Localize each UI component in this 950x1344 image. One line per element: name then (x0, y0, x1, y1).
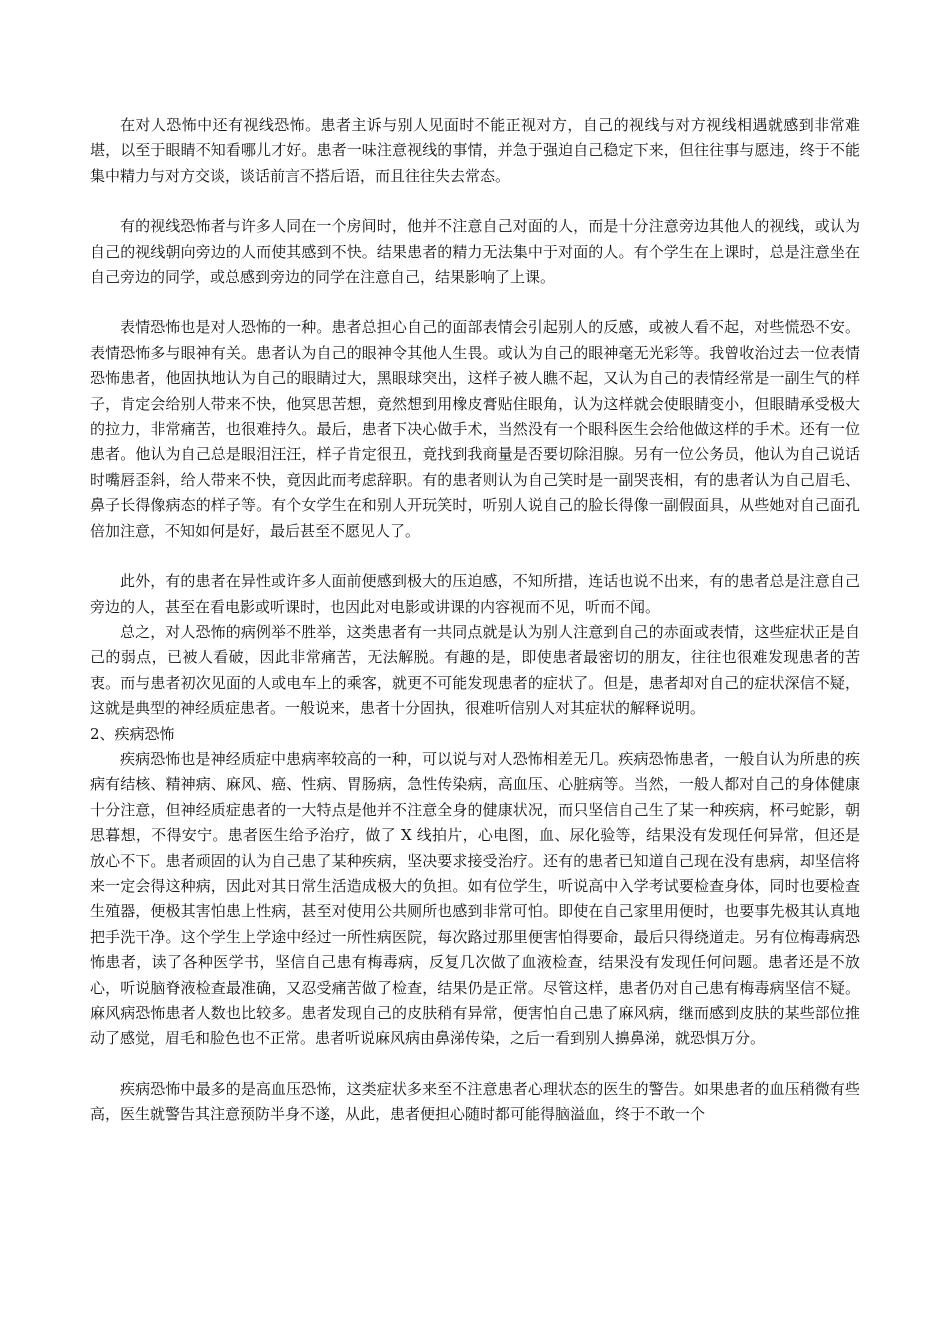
document-page (90, 113, 860, 1128)
section-heading-disease-phobia: 2、疾病恐怖 (90, 724, 175, 743)
paragraph-disease-phobia: 疾病恐怖也是神经质症中患病率较高的一种，可以说与对人恐怖相差无几。疾病恐怖患者，一般自认为所患的疾病有结核、精神病、麻风、癌、性病、胃肠病，急性传染病，高血压、心脏病等。当然，一般人都对自己的身体健康十分注意，但神经质症患者的一大特点是他并不注意全身的健康状况，而只坚信自己生了某一种疾病，杯弓蛇影，朝思暮想，不得安宁。患者医生给予治疗，做了 X 线拍片，心电图，血、尿化验等，结果没有发现任何异常，但还是放心不下。患者顽固的认为自己患了某种疾病，坚决要求接受治疗。还有的患者已知道自己现在没有患病，却坚信将来一定会得这种病，因此对其日常生活造成极大的负担。如有位学生，听说高中入学考试要检查身体，同时也要检查生殖器，便极其害怕患上性病，甚至对使用公共厕所也感到非常可怕。即使在自己家里用便时，也要事先极其认真地把手洗干净。这个学生上学途中经过一所性病医院，每次路过那里便害怕得要命，最后只得绕道走。另有位梅毒病恐怖患者，读了各种医学书，坚信自己患有梅毒病，反复几次做了血液检查，结果没有发现任何问题。患者还是不放心，听说脑脊液检查最准确，又忍受痛苦做了检查，结果仍是正常。尽管这样，患者仍对自己患有梅毒病坚信不疑。麻风病恐怖患者人数也比较多。患者发现自己的皮肤稍有异常，便害怕自己患了麻风病，继而感到皮肤的某些部位推动了感觉，眉毛和脸色也不正常。患者听说麻风病由鼻涕传染，之后一看到别人擤鼻涕，就恐惧万分。 (90, 749, 860, 1048)
paragraph-summary: 总之，对人恐怖的病例举不胜举，这类患者有一共同点就是认为别人注意到自己的赤面或表情，这些症状正是自己的弱点，已被人看破，因此非常痛苦，无法解脱。有趣的是，即使患者最密切的朋友，往往也很难发现患者的苦衷。而与患者初次见面的人或电车上的乘客，就更不可能发现患者的症状了。但是，患者却对自己的症状深信不疑，这就是典型的神经质症患者。一般说来，患者十分固执，很难听信别人对其症状的解释说明。 (90, 622, 860, 718)
paragraph-gaze-phobia: 在对人恐怖中还有视线恐怖。患者主诉与别人见面时不能正视对方，自己的视线与对方视线相遇就感到非常难堪，以至于眼睛不知看哪儿才好。患者一味注意视线的事情，并急于强迫自己稳定下来，但往往事与愿违，终于不能集中精力与对方交谈，谈话前言不搭后语，而且往往失去常态。 (90, 116, 860, 185)
paragraph-pressure: 此外，有的患者在异性或许多人面前便感到极大的压迫感，不知所措，连话也说不出来，有的患者总是注意自己旁边的人，甚至在看电影或听课时，也因此对电影或讲课的内容视而不见，听而不闻。 (90, 572, 860, 616)
paragraph-hypertension-phobia: 疾病恐怖中最多的是高血压恐怖，这类症状多来至不注意患者心理状态的医生的警告。如果患者的血压稍微有些高，医生就警告其注意预防半身不遂，从此，患者便担心随时都可能得脑溢血，终于不敢一个 (90, 1079, 860, 1124)
paragraph-expression-phobia: 表情恐怖也是对人恐怖的一种。患者总担心自己的面部表情会引起别人的反感，或被人看不起，对些慌恐不安。表情恐怖多与眼神有关。患者认为自己的眼神令其他人生畏。或认为自己的眼神毫无光彩等。我曾收治过去一位表情恐怖患者，他固执地认为自己的眼睛过大，黑眼球突出，这样子被人瞧不起，又认为自己的表情经常是一副生气的样子，肯定会给别人带来不快，他冥思苦想，竟然想到用橡皮膏贴住眼角，认为这样就会使眼睛变小，但眼睛承受极大的拉力，非常痛苦，也很难持久。最后，患者下决心做手术，当然没有一个眼科医生会给他做这样的手术。还有一位患者。他认为自己总是眼泪汪汪，样子肯定很丑，竟找到我商量是否要切除泪腺。另有一位公务员，他认为自己说话时嘴唇歪斜，给人带来不快，竟因此而考虑辞职。有的患者则认为自己笑时是一副哭丧相，有的患者认为自己眉毛、鼻子长得像病态的样子等。有个女学生在和别人开玩笑时，听别人说自己的脸长得像一副假面具，从些她对自己面孔倍加注意，不知如何是好，最后甚至不愿见人了。 (90, 318, 860, 540)
paragraph-gaze-phobia-room: 有的视线恐怖者与许多人同在一个房间时，他并不注意自己对面的人，而是十分注意旁边其他人的视线，或认为自己的视线朝向旁边的人而使其感到不快。结果患者的精力无法集中于对面的人。有个学生在上课时，总是注意坐在自己旁边的同学，或总感到旁边的同学在注意自己，结果影响了上课。 (90, 217, 860, 287)
